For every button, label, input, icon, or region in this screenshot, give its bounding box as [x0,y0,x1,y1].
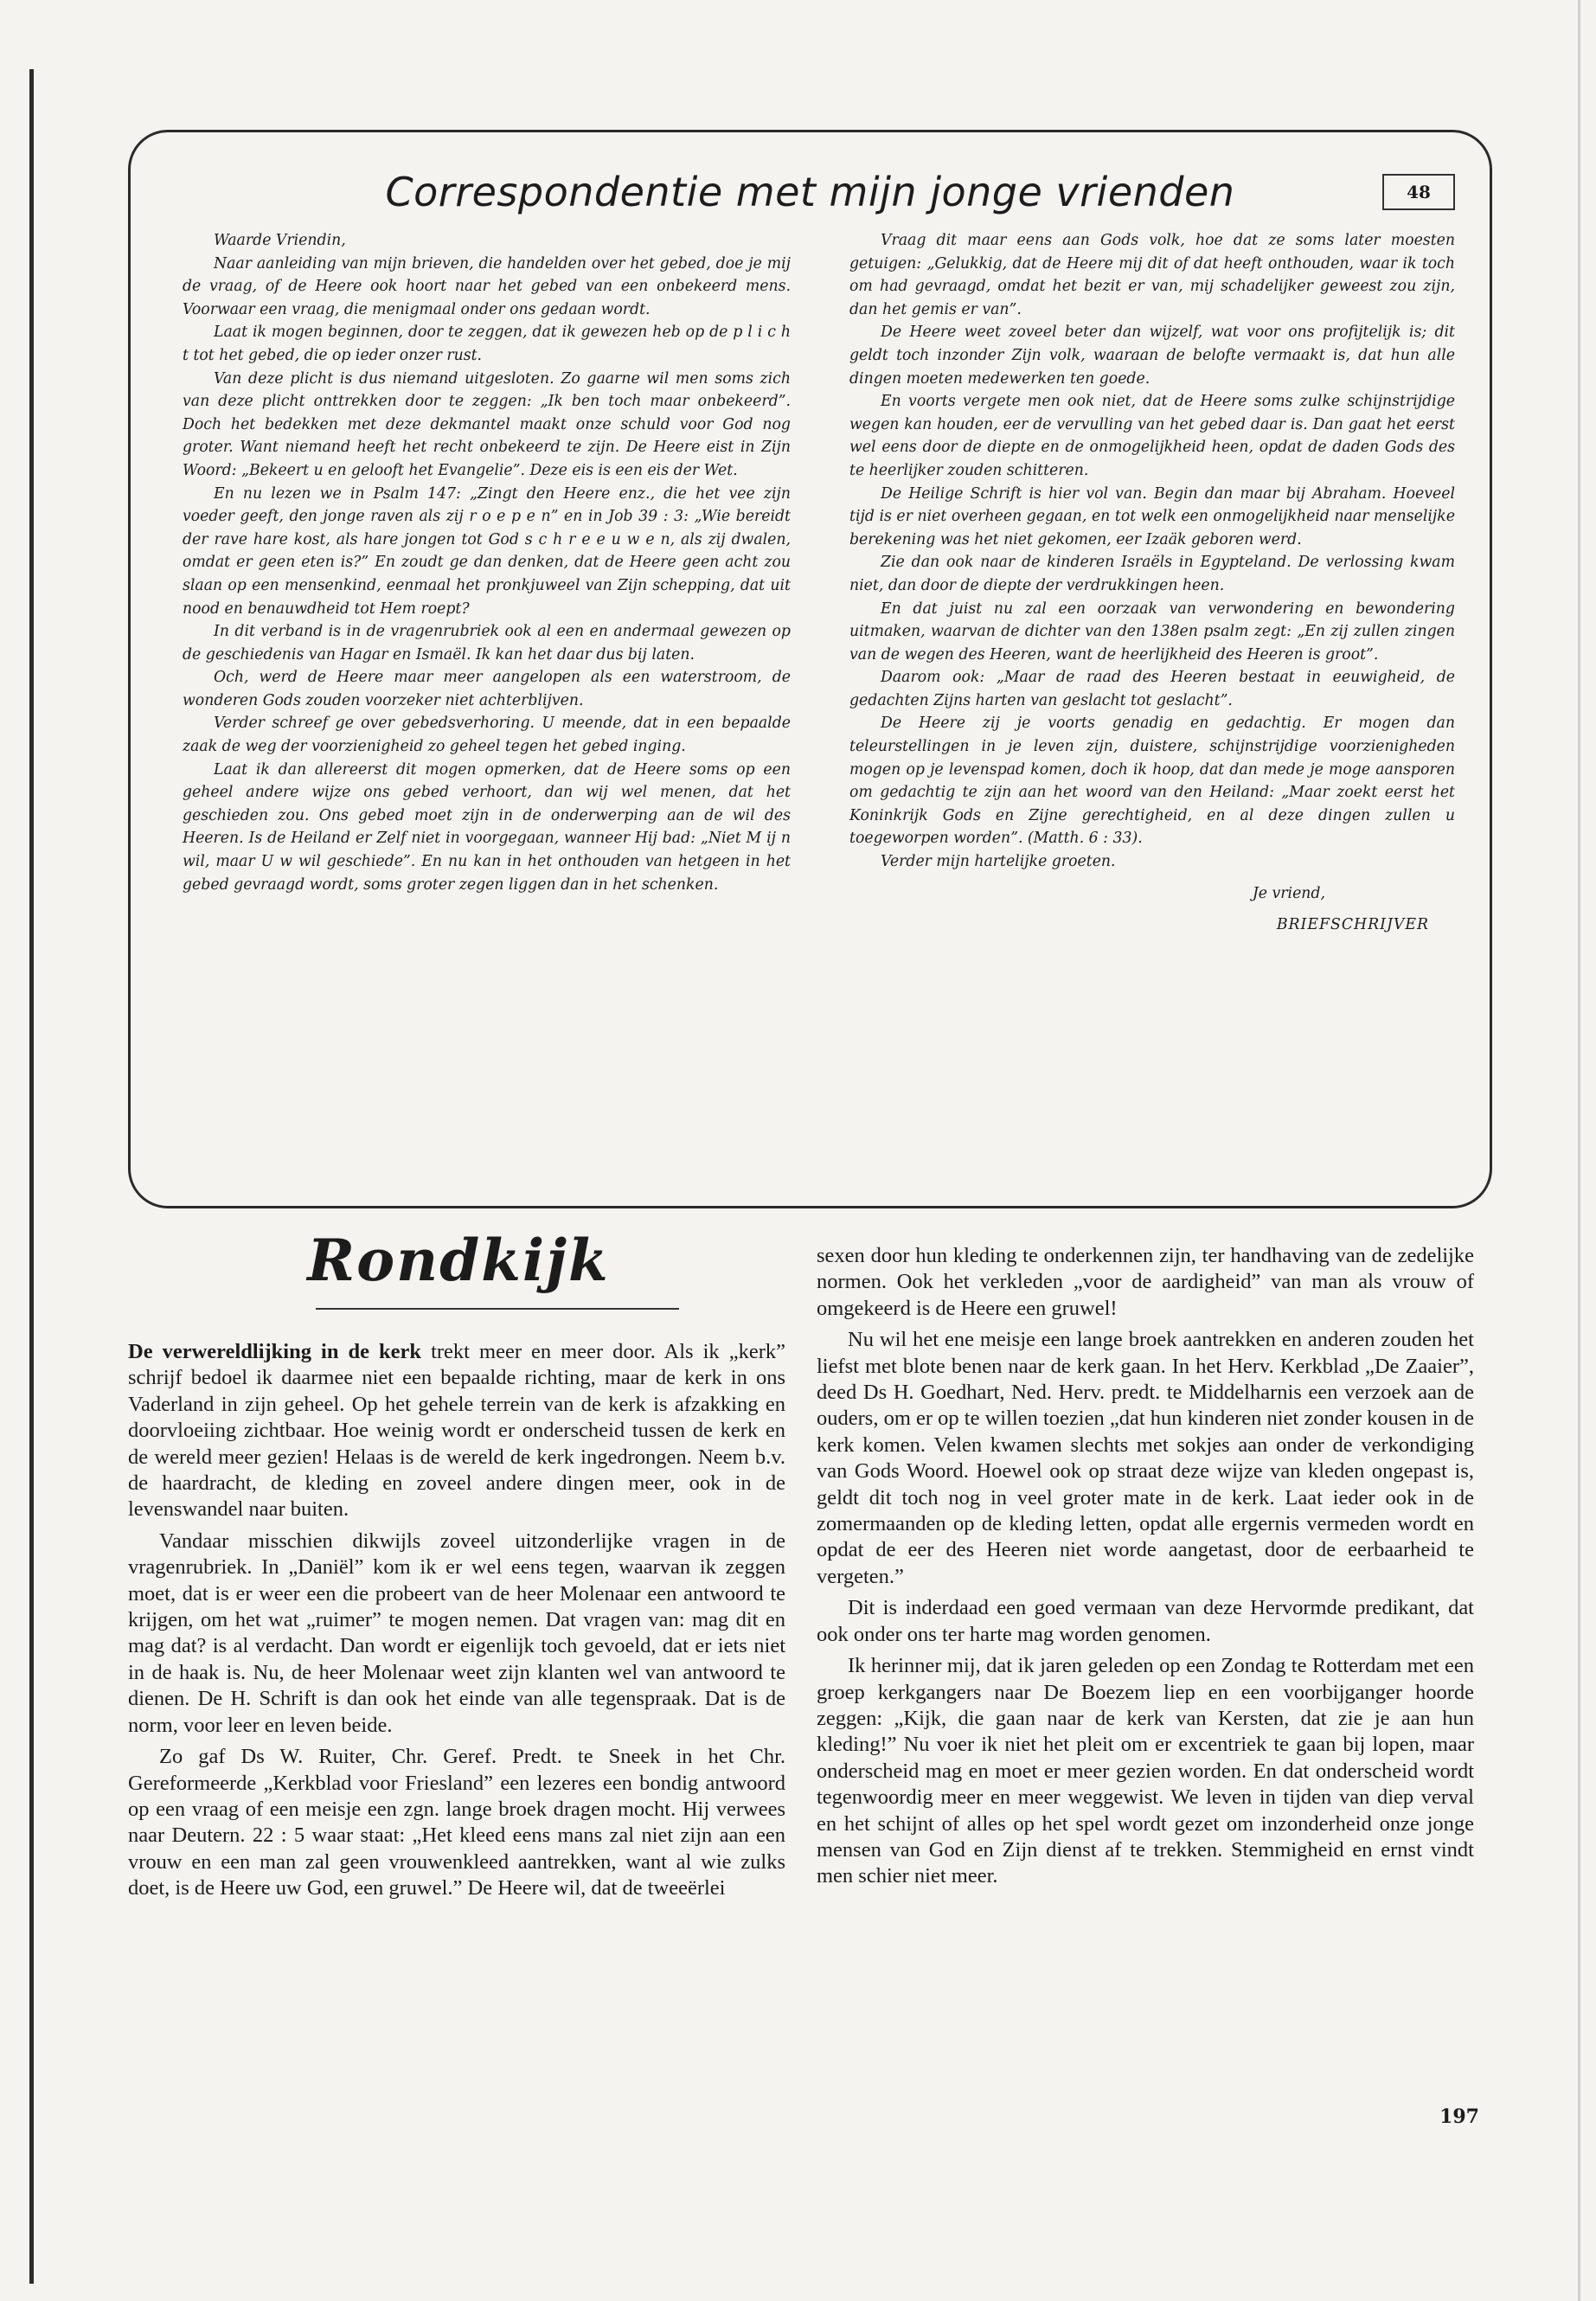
article-lead: De verwereldlijking in de kerk [128,1340,422,1363]
correspondence-left-column [183,229,791,896]
letter-paragraph: En nu lezen we in Psalm 147: „Zingt den Heere enz., die het vee zijn voeder geeft, den jonge raven als zij r o e p e n” en in Job 39 : 3: „Wie bereidt der rave hare kost, als hare jongen tot God s c h r e e u w e n, als zij dwalen, omdat er geen eten is?” En zoudt ge dan denken, dat de Heere geen acht zou slaan op een mensenkind, eenmaal het pronkjuweel van Zijn schepping, dat uit nood en benauwdheid tot Hem roept? [183,484,791,618]
letter-paragraph: Daarom ook: „Maar de raad des Heeren bestaat in eeuwigheid, de gedachten Zijns harten van geslacht tot geslacht”. [849,669,1455,709]
page-edge-rule [29,69,34,2284]
installment-number: 48 [1382,174,1455,210]
rondkijk-heading: Rondkijk [307,1227,610,1294]
letter-closing: Je vriend, [1252,884,1325,902]
letter-paragraph: De Heere weet zoveel beter dan wijzelf, wat voor ons profijtelijk is; dit geldt toch inzonder Zijn volk, waaraan de belofte vermaakt is, dat hun alle dingen moeten medewerken ten goede. [849,324,1455,388]
letter-paragraph: Zie dan ook naar de kinderen Israëls in Egypteland. De verlossing kwam niet, dan door de diepte der verdrukkingen heen. [849,554,1455,594]
correspondence-right-column [849,229,1455,937]
letter-paragraph: Laat ik mogen beginnen, door te zeggen, dat ik gewezen heb op de p l i c h t tot het gebed, die op ieder onzer rust. [183,324,791,364]
letter-paragraph: Van deze plicht is dus niemand uitgesloten. Zo gaarne wil men soms zich van deze plicht onttrekken door te zeggen: „Ik ben toch maar onbekeerd”. Doch het bedekken met deze dekmantel maakt onze schuld voor God nog groter. Want niemand heeft het recht onbekeerd te zijn. De Heere eist in Zijn Woord: „Bekeert u en gelooft het Evangelie”. Deze eis is een eis der Wet. [183,369,791,479]
letter-paragraph: Och, werd de Heere maar meer aangelopen als een waterstroom, de wonderen Gods zouden voorzeker niet achterblijven. [183,669,791,709]
article-paragraph: Zo gaf Ds W. Ruiter, Chr. Geref. Predt. te Sneek in het Chr. Gereformeerde „Kerkblad voor Friesland” een lezeres een bondig antwoord op een vraag of een meisje een zgn. lange broek dragen mocht. Hij verwees naar Deutern. 22 : 5 waar staat: „Het kleed eens mans zal niet zijn aan een vrouw en een man zal geen vrouwenkleed aantrekken, want al wie zulks doet, is de Heere uw God, een gruwel.” De Heere wil, dat de tweeërlei [128,1745,785,1900]
rondkijk-left-column [128,1339,785,1907]
letter-paragraph: Vraag dit maar eens aan Gods volk, hoe dat ze soms later moesten getuigen: „Gelukkig, dat de Heere mij dit of dat heeft onthouden, waar ik toch om had gevraagd, omdat het bezit er van, mij schadelijker geweest zou zijn, dan het gemis er van”. [849,232,1455,318]
page-edge-shadow [1578,0,1580,2301]
letter-paragraph: Naar aanleiding van mijn brieven, die handelden over het gebed, doe je mij de vraag, of de Heere ook hoort naar het gebed van een onbekeerd mens. Voorwaar een vraag, die menigmaal onder ons gedaan wordt. [183,254,791,318]
letter-greeting: Waarde Vriendin, [214,232,346,249]
letter-paragraph: In dit verband is in de vragenrubriek ook al een en andermaal gewezen op de geschiedenis van Hagar en Ismaël. Ik kan het daar dus bij laten. [183,623,791,663]
letter-paragraph: Verder schreef ge over gebedsverhoring. U meende, dat in een bepaalde zaak de weg der voorzienigheid zo geheel tegen het gebed inging. [183,715,791,756]
letter-paragraph: De Heilige Schrift is hier vol van. Begin dan maar bij Abraham. Hoeveel tijd is er niet overheen gegaan, en tot welk een onmogelijkheid naar menselijke berekening was het niet gekomen, eer Izaäk geboren werd. [849,484,1455,548]
letter-paragraph: En dat juist nu zal een oorzaak van verwondering en bewondering uitmaken, waarvan de dichter van den 138en psalm zegt: „En zij zullen zingen van de wegen des Heeren, want de heerlijkheid des Heeren is groot”. [849,599,1455,663]
article-paragraph: sexen door hun kleding te onderkennen zijn, ter handhaving van de zedelijke normen. Ook het verkleden „voor de aardigheid” van man als vrouw of omgekeerd is de Heere een gruwel! [817,1244,1474,1320]
heading-underline [316,1308,679,1310]
letter-paragraph: Laat ik dan allereerst dit mogen opmerken, dat de Heere soms op een geheel andere wijze ons gebed verhoort, dan wij wel menen, dat het geschieden zou. Ons gebed moet zijn in de onderwerping aan de wil des Heeren. Is de Heiland er Zelf niet in voorgegaan, wanneer Hij bad: „Niet M ij n wil, maar U w wil geschiede”. En nu kan in het onthouden van hetgeen in het gebed gevraagd wordt, soms groter zegen liggen dan in het schenken. [183,760,791,894]
article-paragraph: Nu wil het ene meisje een lange broek aantrekken en anderen zouden het liefst met blote benen naar de kerk gaan. In het Herv. Kerkblad „De Zaaier”, deed Ds H. Goedhart, Ned. Herv. predt. te Middelharnis een verzoek aan de ouders, om er op te willen toezien „dat hun kinderen niet zonder kousen in de kerk komen. Velen kwamen slechts met sokjes aan onder de verkondiging van Gods Woord. Hoewel ook op straat deze wijze van kleden ongepast is, geldt dit toch nog in veel groter mate in de kerk. Laat ieder ook in de zomermaanden op de kleding letten, opdat alle ergernis vermeden wordt en opdat de eer des Heeren niet worde aangetast, door de eerbaarheid te vergeten.” [817,1328,1474,1588]
article-paragraph: De verwereldlijking in de kerk trekt meer en meer door. Als ik „kerk” schrijf bedoel ik daarmee niet een bepaalde richting, maar de kerk in ons Vaderland in zijn geheel. Op het gehele terrein van de kerk is afzakking en doorvloeiing zichtbaar. Hoe weinig wordt er onderscheid tussen de kerk en de wereld meer gezien! Helaas is de wereld de kerk ingedrongen. Neem b.v. de haardracht, de kleding en zoveel andere dingen meer, ook in de levenswandel naar buiten. [128,1340,786,1522]
rondkijk-right-column [817,1243,1474,1895]
article-paragraph: Dit is inderdaad een goed vermaan van deze Hervormde predikant, dat ook onder ons ter harte mag worden genomen. [817,1596,1474,1646]
article-paragraph: Ik herinner mij, dat ik jaren geleden op een Zondag te Rotterdam met een groep kerkgangers naar De Boezem liep en een voorbijganger hoorde zeggen: „Kijk, die gaan naar de kerk van Kersten, dat zie je aan hun kleding!” Nu voer ik niet het pleit om er excentriek te gaan bij lopen, maar onderscheid mag en moet er meer gezien worden. En dat onderscheid wordt tegenwoordig meer en meer weggewist. We leven in tijden van diep verval en het schijnt of alles op het spel wordt gezet om inzonderheid onze jonge mensen van God en Zijn dienst af te trekken. Stemmigheid en ernst vindt men schier niet meer. [817,1654,1474,1888]
article-paragraph: Vandaar misschien dikwijls zoveel uitzonderlijke vragen in de vragenrubriek. In „Daniël” kom ik er wel eens tegen, waarvan ik zeggen moet, dat is er weer een die probeert van de heer Molenaar een antwoord te krijgen, om het wat „ruimer” te mogen nemen. Dat vragen van: mag dit en mag dat? is al verdacht. Dan wordt er eigenlijk toch gevoeld, dat er iets niet in de haak is. Nu, de heer Molenaar weet zijn klanten wel van antwoord te dienen. De H. Schrift is dan ook het einde van alle tegenspraak. Dat is de norm, voor leer en leven beide. [128,1529,785,1737]
letter-paragraph: Verder mijn hartelijke groeten. [881,853,1116,871]
correspondence-title: Correspondentie met mijn jonge vrienden [385,169,1235,215]
letter-signature: BRIEFSCHRIJVER [1276,916,1429,934]
correspondence-box [128,130,1492,1208]
letter-paragraph: De Heere zij je voorts genadig en gedachtig. Er mogen dan teleurstellingen in je leven zijn, duistere, schijnstrijdige voorzienigheden mogen op je levenspad komen, doch ik hoop, dat dan mede je moge aansporen om gedachtig te zijn aan het woord van den Heiland: „Maar zoekt eerst het Koninkrijk Gods en Zijne gerechtigheid, en al deze dingen zullen u toegeworpen worden”. (Matth. 6 : 33). [849,715,1455,848]
page-number: 197 [1439,2106,1479,2128]
letter-paragraph: En voorts vergete men ook niet, dat de Heere soms zulke schijnstrijdige wegen kan houden, eer de vervulling van het gebed daar is. Dan gaat het eerst wel eens door de diepte en de onmogelijkheid heen, opdat de daden Gods des te heerlijker zouden schitteren. [849,393,1455,479]
